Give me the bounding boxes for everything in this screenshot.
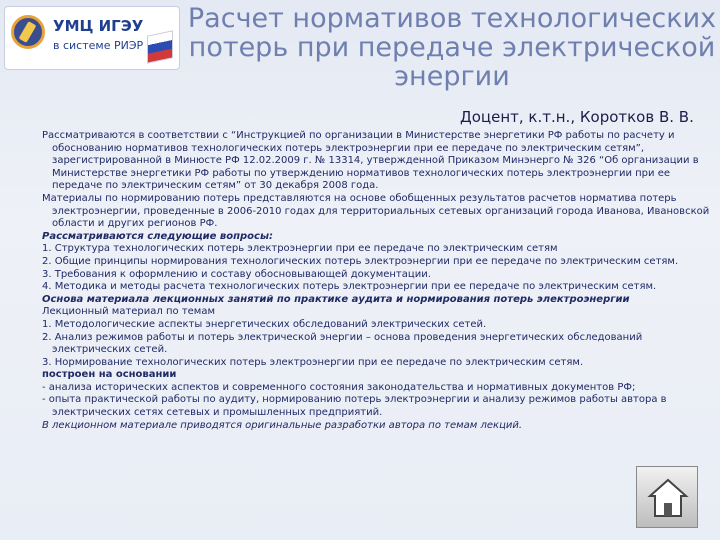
slide-body	[42, 130, 712, 432]
materials-paragraph: Материалы по нормированию потерь представляются на основе обобщенных результатов расчетов норматива потерь электроэнергии, проведенные в 2006-2010 годах для территориальных сетевых организаций города Иванова, Ивановской области и других регионов РФ.	[42, 192, 710, 230]
built-item: - анализа исторических аспектов и современного состояния законодательства и нормативных документов РФ;	[42, 381, 636, 393]
question-item: 4. Методика и методы расчета технологических потерь электроэнергии при ее передаче по электрическим сетям.	[42, 281, 657, 293]
questions-heading: Рассматриваются следующие вопросы:	[42, 230, 274, 242]
logo-subtitle: в системе РИЭР	[53, 39, 144, 52]
closing-note: В лекционном материале приводятся оригинальные разработки автора по темам лекций.	[42, 419, 523, 431]
basis-heading: Основа материала лекционных занятий по практике аудита и нормирования потерь электроэнергии	[42, 293, 630, 305]
question-item: 1. Структура технологических потерь электроэнергии при ее передаче по электрическим сетям	[42, 243, 558, 255]
lecture-heading: Лекционный материал по темам	[42, 306, 216, 318]
built-heading: построен на основании	[42, 369, 177, 381]
title-line-1: Расчет нормативов технологических	[187, 3, 717, 34]
built-item: - опыта практической работы по аудиту, нормированию потерь электроэнергии и анализу режимов работы автора в электрических сетях сетевых и промышленных предприятий.	[42, 394, 667, 419]
flag-icon	[147, 30, 173, 64]
home-icon	[646, 476, 690, 520]
lecture-topic: 3. Нормирование технологических потерь электроэнергии при ее передаче по электрическим сетям.	[42, 356, 584, 368]
logo-title: УМЦ ИГЭУ	[53, 17, 144, 35]
home-button[interactable]	[636, 466, 698, 528]
question-item: 3. Требования к оформлению и составу обосновывающей документации.	[42, 268, 431, 280]
intro-paragraph: Рассматриваются в соответствии с “Инструкцией по организации в Министерстве энергетики РФ работы по расчету и обоснованию нормативов технологических потерь электроэнергии при ее передаче по электрическим сетям”, зарегистрированной в Минюсте РФ 12.02.2009 г. № 13314, утвержденной Приказом Минэнерго № 326 “Об организации в Министерстве энергетики РФ работы по утверждению нормативов технологических потерь электроэнергии при ее передаче по электрическим сетям” от 30 декабря 2008 года.	[42, 130, 699, 192]
logo	[4, 6, 180, 70]
author-line: Доцент, к.т.н., Коротков В. В.	[460, 108, 694, 126]
lecture-topic: 1. Методологические аспекты энергетических обследований электрических сетей.	[42, 318, 487, 330]
question-item: 2. Общие принципы нормирования технологических потерь электроэнергии при ее передаче по электрическим сетям.	[42, 255, 679, 267]
page-title	[184, 4, 720, 91]
lecture-topic: 2. Анализ режимов работы и потерь электрической энергии – основа проведения энергетических обследований электрических сетей.	[42, 331, 643, 356]
title-line-2: потерь при передаче электрической	[188, 32, 716, 63]
title-line-3: энергии	[394, 61, 510, 92]
emblem-icon	[11, 15, 45, 49]
